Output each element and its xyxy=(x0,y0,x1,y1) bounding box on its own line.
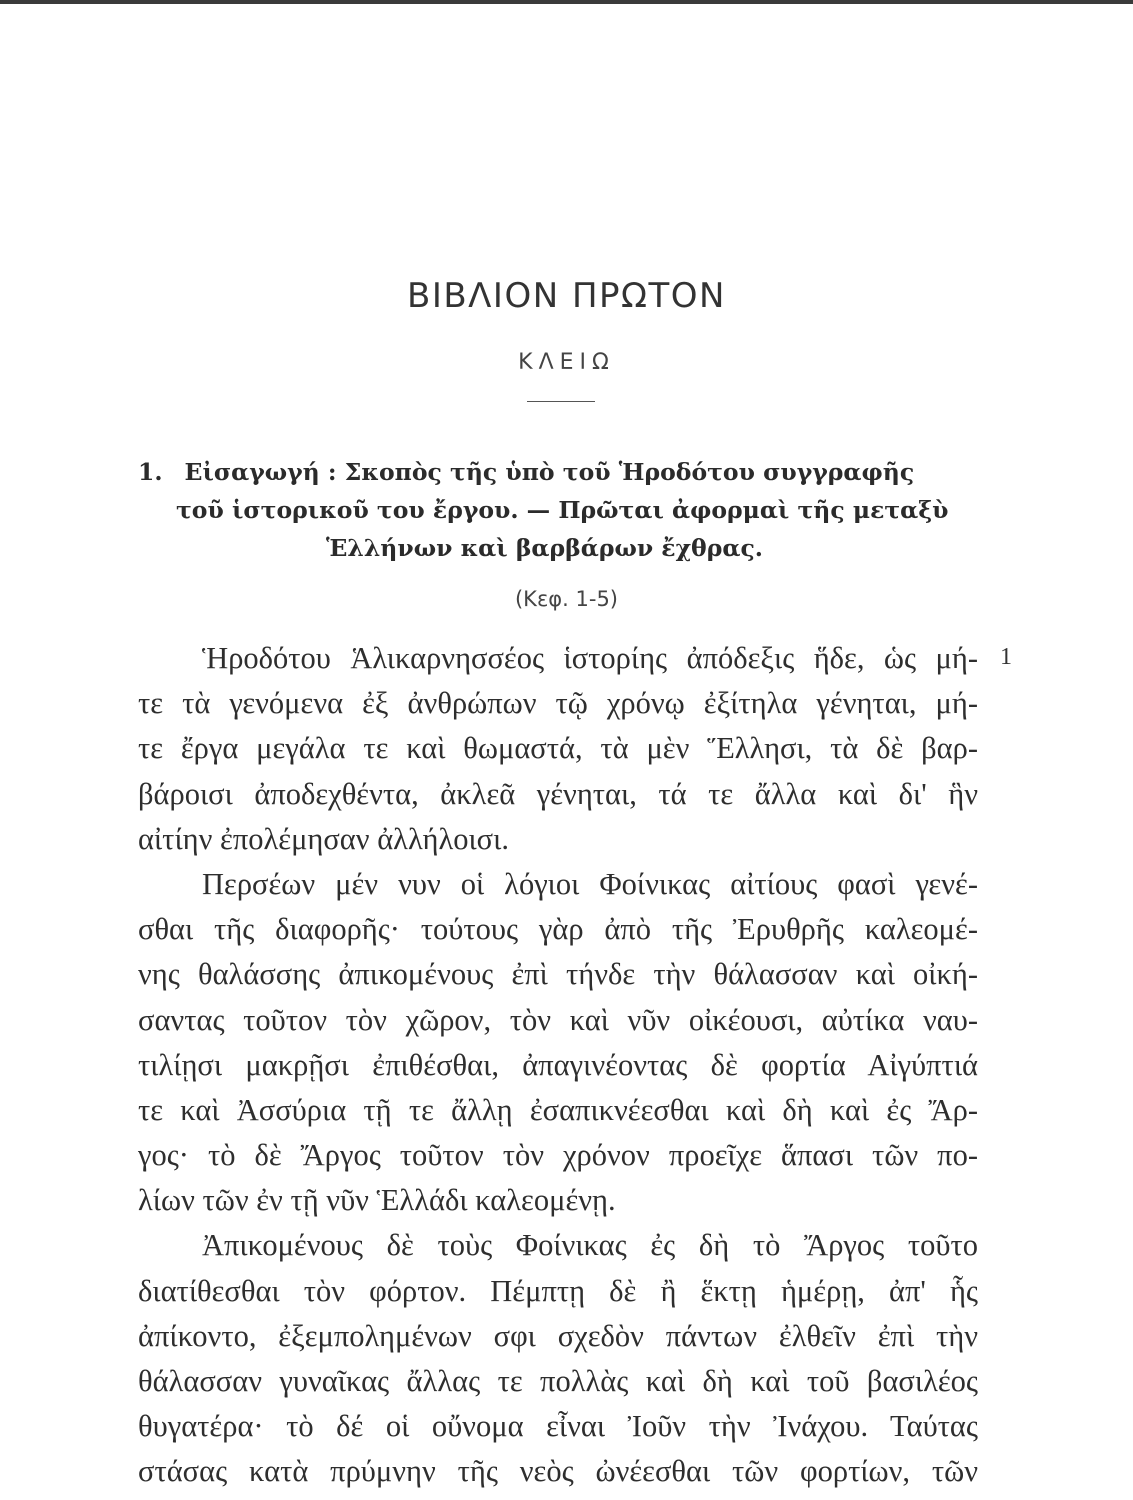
text-line: τε τὰ γενόμενα ἐξ ἀνθρώπων τῷ χρόνῳ ἐξίτηλα γένηται, μή- xyxy=(138,686,978,721)
text-line: Περσέων μέν νυν οἱ λόγιοι Φοίνικας αἰτίους φασὶ γενέ- xyxy=(202,866,978,901)
text-line: τε καὶ Ἀσσύρια τῇ τε ἄλλῃ ἐσαπικνέεσθαι καὶ δὴ καὶ ἐς Ἄρ- xyxy=(138,1092,978,1127)
text-line: τιλίῃσι μακρῇσι ἐπιθέσθαι, ἀπαγινέοντας δὲ φορτία Αἰγύπτιά xyxy=(138,1047,978,1082)
text-line: λίων τῶν ἐν τῇ νῦν Ἑλλάδι καλεομένῃ. xyxy=(138,1183,616,1218)
body-text xyxy=(138,636,978,1495)
margin-chapter-number: 1 xyxy=(1000,644,1012,670)
section-heading-line xyxy=(138,453,988,491)
text-line: σθαι τῆς διαφορῆς· τούτους γὰρ ἀπὸ τῆς Ἐρυθρῆς καλεομέ- xyxy=(138,912,978,947)
text-line: βάροισι ἀποδεχθέντα, ἀκλεᾶ γένηται, τά τε ἄλλα καὶ δι' ἣν xyxy=(138,776,978,811)
section-heading xyxy=(138,453,988,567)
text-line: θάλασσαν γυναῖκας ἄλλας τε πολλὰς καὶ δὴ καὶ τοῦ βασιλέος xyxy=(138,1364,978,1398)
text-line: σαντας τοῦτον τὸν χῶρον, τὸν καὶ νῦν οἰκέουσι, αὐτίκα ναυ- xyxy=(138,1002,978,1037)
top-border-rule xyxy=(0,0,1133,4)
text-line: νης θαλάσσης ἀπικομένους ἐπὶ τήνδε τὴν θάλασσαν καὶ οἰκή- xyxy=(138,957,978,992)
text-line: στάσας κατὰ πρύμνην τῆς νεὸς ὠνέεσθαι τῶν φορτίων, τῶν xyxy=(138,1454,978,1489)
text-line: ἀπίκοντο, ἐξεμπολημένων σφι σχεδὸν πάντων ἐλθεῖν ἐπὶ τὴν xyxy=(138,1318,978,1353)
section-heading-line: Ἑλλήνων καὶ βαρβάρων ἔχθρας. xyxy=(326,534,763,562)
text-line: Ἡροδότου Ἁλικαρνησσέος ἱστορίης ἀπόδεξις ἥδε, ὡς μή- xyxy=(202,641,978,675)
section-heading-text: Εἰσαγωγή : Σκοπὸς τῆς ὑπὸ τοῦ Ἡροδότου συγγραφῆς xyxy=(184,458,915,486)
text-line: αἰτίην ἐπολέμησαν ἀλλήλοισι. xyxy=(138,821,509,856)
muse-title: ΚΛΕΙΩ xyxy=(518,350,615,375)
text-line: Ἀπικομένους δὲ τοὺς Φοίνικας ἐς δὴ τὸ Ἄργος τοῦτο xyxy=(202,1228,978,1263)
chapter-range: (Κεφ. 1-5) xyxy=(514,587,618,611)
section-heading-line: τοῦ ἱστορικοῦ του ἔργου. — Πρῶται ἀφορμαὶ τῆς μεταξὺ xyxy=(176,496,949,524)
book-title: ΒΙΒΛΙΟΝ ΠΡΩΤΟΝ xyxy=(407,276,726,316)
text-line: γος· τὸ δὲ Ἄργος τοῦτον τὸν χρόνον προεῖχε ἅπασι τῶν πο- xyxy=(138,1138,978,1173)
text-line: θυγατέρα· τὸ δέ οἱ οὔνομα εἶναι Ἰοῦν τὴν Ἰνάχου. Ταύτας xyxy=(138,1409,978,1444)
section-number: 1. xyxy=(138,458,163,486)
text-line: διατίθεσθαι τὸν φόρτον. Πέμπτῃ δὲ ἢ ἕκτῃ ἡμέρῃ, ἀπ' ἧς xyxy=(138,1273,978,1308)
title-divider xyxy=(527,401,595,402)
text-line: τε ἔργα μεγάλα τε καὶ θωμαστά, τὰ μὲν Ἕλλησι, τὰ δὲ βαρ- xyxy=(138,731,978,766)
